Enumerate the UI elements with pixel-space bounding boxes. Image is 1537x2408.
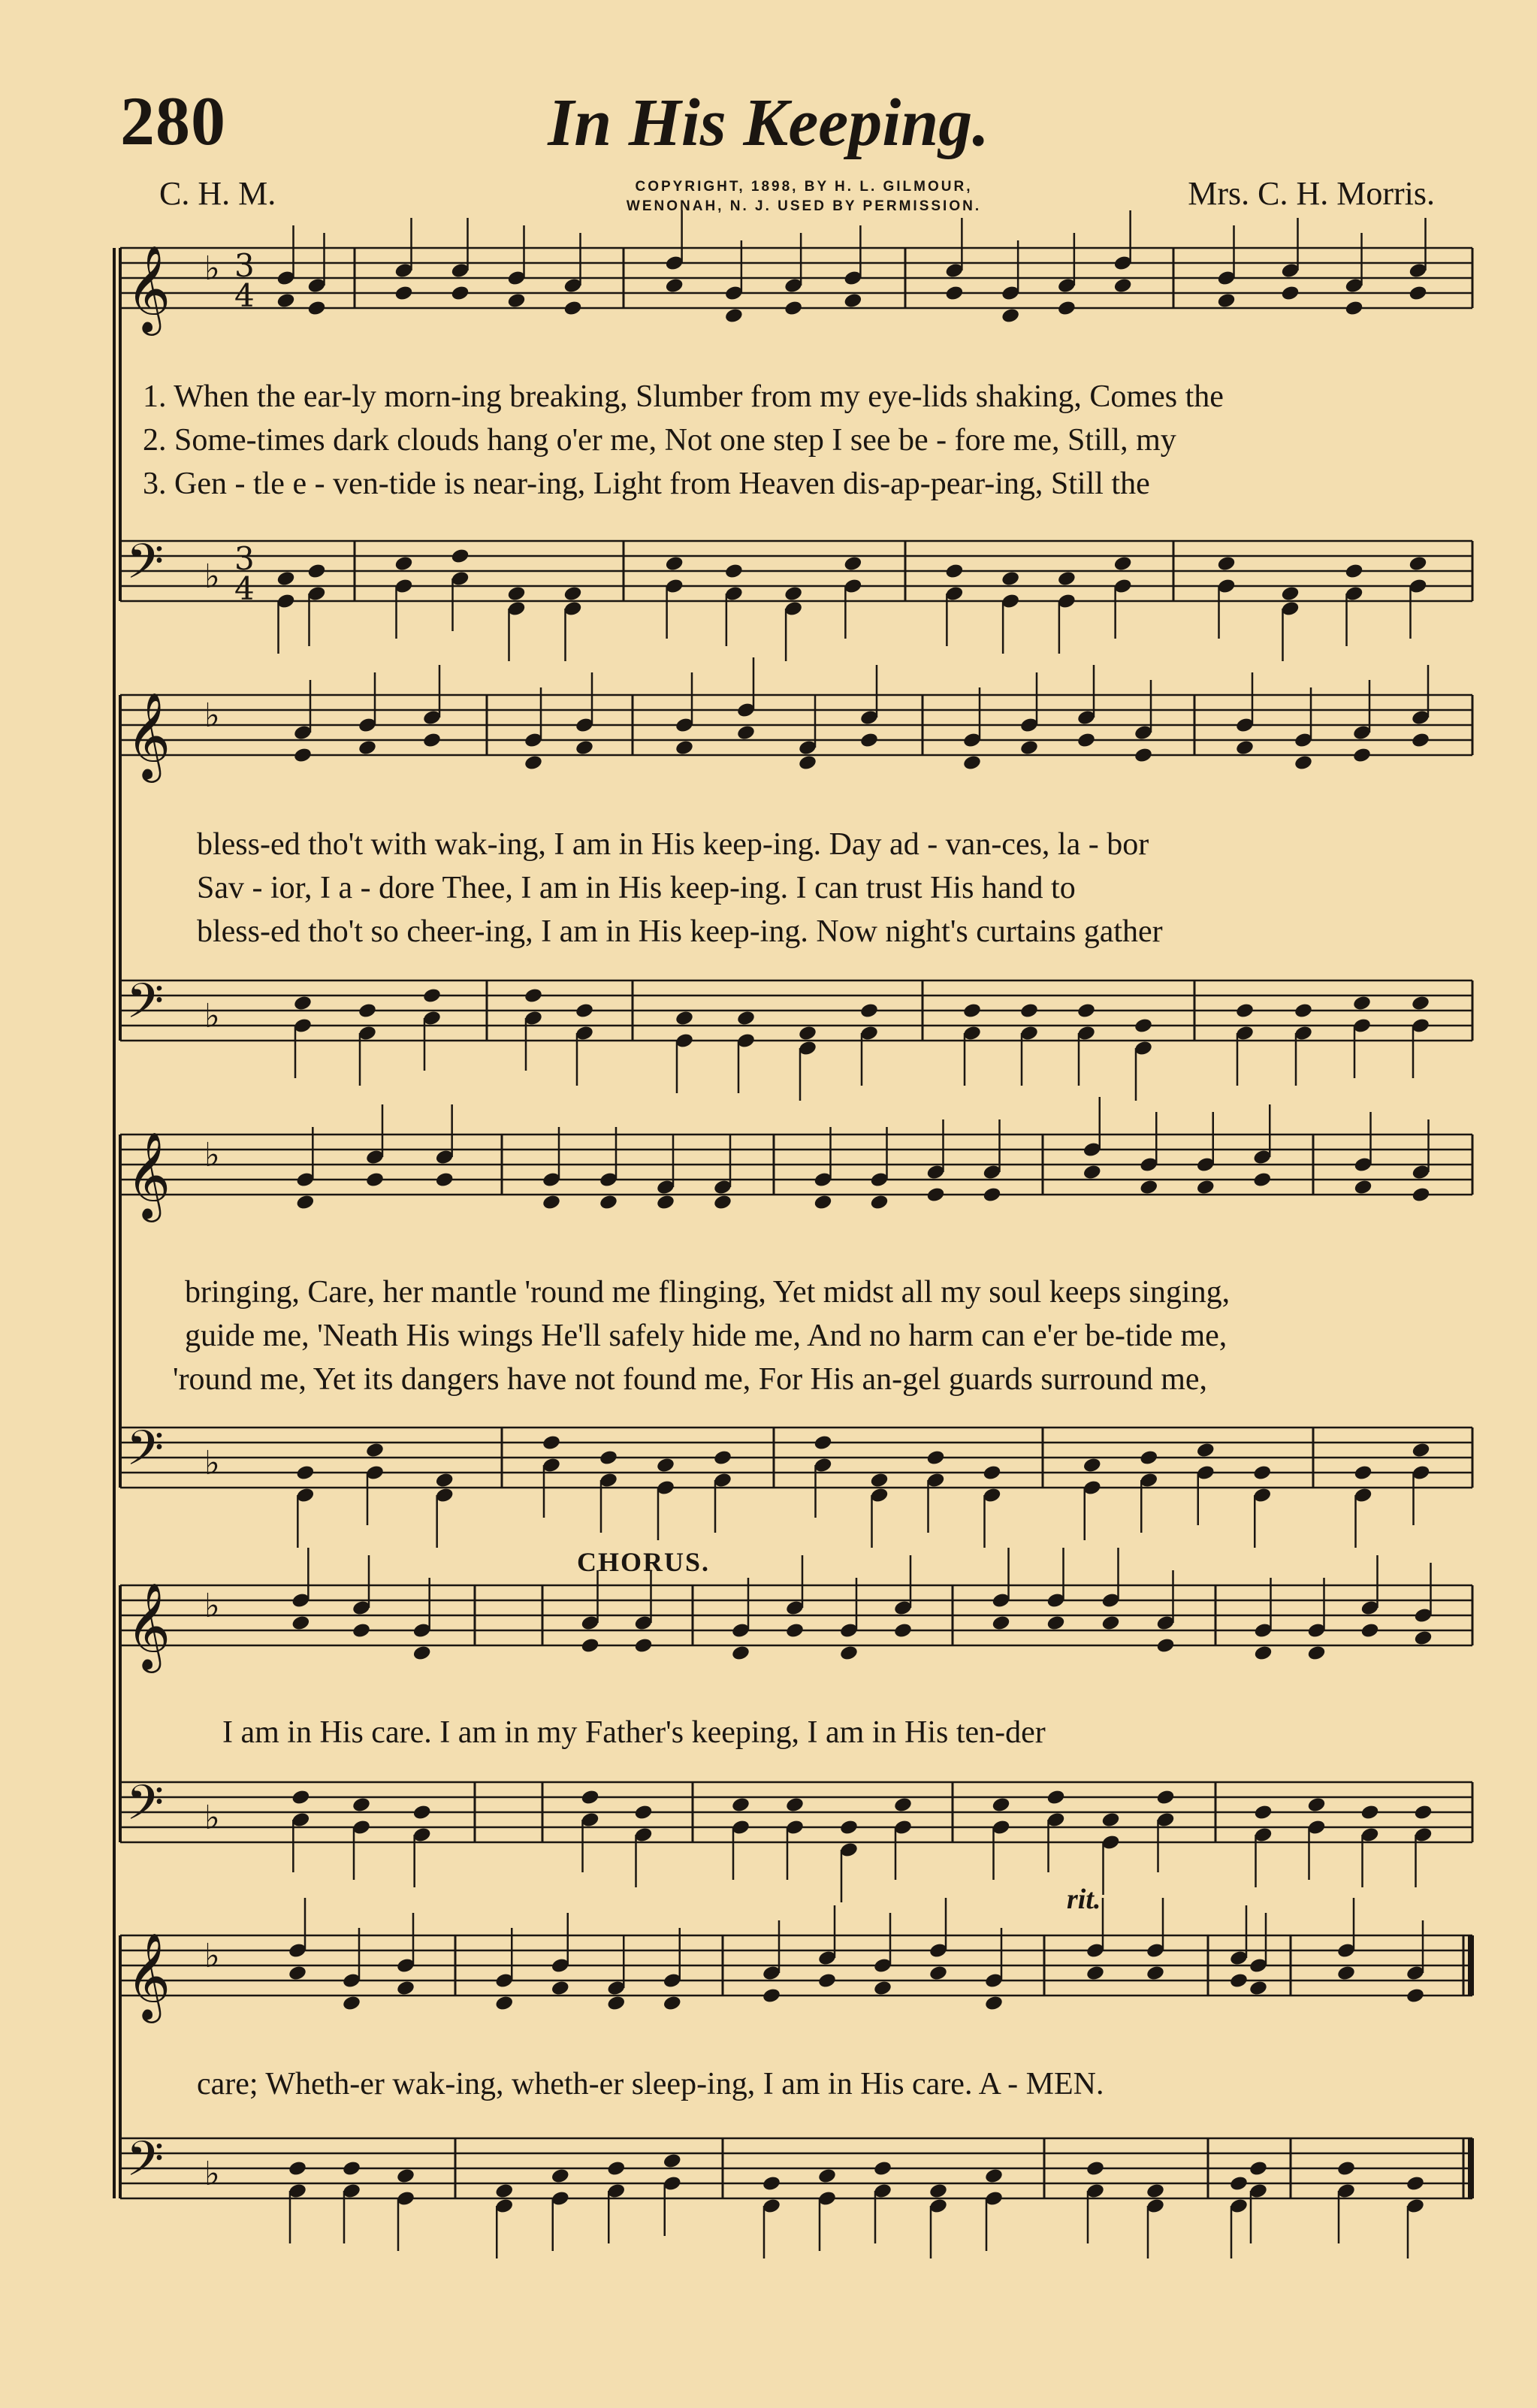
notehead [843,555,862,573]
notehead [288,1965,307,1982]
notehead [736,724,756,742]
notehead [1086,1965,1105,1982]
notehead [295,1194,315,1211]
flat-key-signature-icon: ♭ [204,1799,220,1837]
notehead [506,585,526,603]
notehead [1353,1464,1372,1482]
notehead [342,2160,361,2177]
notehead [1229,2175,1249,2192]
notehead [1229,1972,1249,1990]
flat-key-signature-icon: ♭ [204,557,220,596]
notehead [422,732,442,749]
time-signature-bottom: 4 [234,277,255,314]
flat-key-signature-icon: ♭ [204,2155,220,2193]
notehead [524,754,543,772]
notehead [575,1002,594,1020]
notehead [542,1434,561,1452]
notehead [859,1002,879,1020]
notehead [675,739,694,757]
notehead [893,1622,913,1639]
notehead [450,548,470,565]
notehead [1249,1980,1268,1997]
hymn-number: 280 [120,83,226,159]
notehead [962,754,982,772]
notehead [984,1995,1004,2012]
notehead [1252,1464,1272,1482]
notehead [306,563,326,580]
flat-key-signature-icon: ♭ [204,1937,220,1975]
notehead [450,285,470,302]
flat-key-signature-icon: ♭ [204,696,220,735]
hymn-title: In His Keeping. [548,86,989,160]
notehead [984,2168,1004,2185]
treble-clef-icon: 𝄞 [126,1582,171,1669]
notehead [288,2160,307,2177]
notehead [394,285,413,302]
notehead [1019,1002,1039,1020]
flat-key-signature-icon: ♭ [204,1136,220,1174]
notehead [991,1796,1010,1814]
notehead [859,732,879,749]
notehead [665,555,684,573]
notehead [1134,1017,1153,1035]
lyric-verse-2-line-1: 2. Some-times dark clouds hang o'er me, Not one step I see be - fore me, Still, my [143,423,1176,458]
notehead [1411,1442,1430,1459]
notehead [1253,1645,1273,1662]
notehead [394,555,413,573]
lyric-verse-3-line-2: bless-ed tho't so cheer-ing, I am in His keep-ing. Now night's curtains gather [197,914,1163,949]
final-barline-thick [1468,2138,1474,2198]
notehead [736,1010,756,1027]
lyricist-credit: C. H. M. [159,175,276,212]
notehead [663,2153,682,2170]
notehead [1146,2183,1165,2200]
flat-key-signature-icon: ♭ [204,249,220,288]
notehead [869,1194,889,1211]
notehead [817,2168,837,2185]
notehead [784,585,803,603]
notehead [1253,1804,1273,1821]
notehead [1083,1164,1102,1181]
chorus-label: CHORUS. [577,1547,711,1577]
notehead [551,1980,570,1997]
notehead [1306,1796,1326,1814]
notehead [1353,1179,1372,1196]
notehead [1019,739,1039,757]
notehead [580,1789,599,1806]
notehead [762,1987,781,2005]
notehead [563,585,582,603]
notehead [869,1472,889,1489]
notehead [1336,2160,1356,2177]
notehead [1352,995,1372,1012]
notehead [1408,555,1427,573]
notehead [1235,1002,1255,1020]
notehead [1196,1442,1215,1459]
notehead [944,563,964,580]
notehead [798,754,817,772]
notehead [1294,1002,1313,1020]
flat-key-signature-icon: ♭ [204,997,220,1035]
notehead [1280,585,1300,603]
notehead [422,987,442,1005]
notehead [839,1819,859,1836]
notehead [1360,1622,1379,1639]
bass-clef-icon: 𝄢 [126,1775,165,1843]
notehead [713,1449,732,1467]
notehead [1344,563,1363,580]
bass-clef-icon: 𝄢 [126,534,165,602]
notehead [276,292,295,310]
notehead [1134,747,1153,764]
notehead [1413,1630,1433,1647]
notehead [633,1804,653,1821]
notehead [1057,570,1077,588]
notehead [365,1171,385,1189]
bass-clef-icon: 𝄢 [126,1421,165,1488]
notehead [784,300,803,317]
notehead [276,570,295,588]
notehead [1413,1804,1433,1821]
notehead [1411,995,1430,1012]
notehead [1057,300,1077,317]
notehead [352,1622,371,1639]
notehead [606,2160,626,2177]
notehead [524,987,543,1005]
notehead [306,300,326,317]
treble-clef-icon: 𝄞 [126,244,171,332]
notehead [1306,1645,1326,1662]
notehead [291,1789,310,1806]
time-signature-top: 3 [234,540,255,577]
notehead [656,1194,675,1211]
notehead [1411,1186,1430,1204]
notehead [551,2168,570,2185]
notehead [291,1615,310,1632]
notehead [435,1472,454,1489]
notehead [1294,754,1313,772]
flat-key-signature-icon: ♭ [204,1587,220,1625]
notehead [1101,1811,1120,1829]
final-barline-thick [1468,1935,1474,1996]
notehead [396,2168,415,2185]
notehead [813,1194,832,1211]
notehead [1077,1002,1096,1020]
notehead [1252,1171,1272,1189]
notehead [295,1464,315,1482]
notehead [606,1995,626,2012]
notehead [1336,1965,1356,1982]
notehead [843,292,862,310]
notehead [665,277,684,295]
lyric-verse-1-line-1: 1. When the ear-ly morn-ing breaking, Slumber from my eye-lids shaking, Comes the [143,379,1224,414]
notehead [1216,555,1236,573]
copyright-line-1: COPYRIGHT, 1898, BY H. L. GILMOUR, [635,179,973,195]
notehead [342,1995,361,2012]
notehead [1086,2160,1105,2177]
notehead [1113,277,1133,295]
flat-key-signature-icon: ♭ [204,1444,220,1482]
notehead [396,1980,415,1997]
bass-clef-icon: 𝄢 [126,2132,165,2199]
notehead [798,1025,817,1042]
notehead [1146,1965,1165,1982]
notehead [656,1457,675,1474]
notehead [575,739,594,757]
notehead [817,1972,837,1990]
notehead [962,1002,982,1020]
notehead [929,2183,948,2200]
notehead [731,1645,750,1662]
notehead [435,1171,454,1189]
notehead [1406,2175,1425,2192]
notehead [1216,292,1236,310]
notehead [412,1804,432,1821]
notehead [633,1637,653,1654]
treble-clef-icon: 𝄞 [126,1932,171,2020]
lyric-chorus-line-1: I am in His care. I am in my Father's keeping, I am in His ten-der [222,1715,1046,1750]
notehead [724,307,744,325]
notehead [893,1796,913,1814]
notehead [412,1645,432,1662]
notehead [675,1010,694,1027]
notehead [506,292,526,310]
notehead [1077,732,1096,749]
notehead [982,1464,1001,1482]
notehead [599,1194,618,1211]
notehead [494,2183,514,2200]
notehead [926,1186,945,1204]
notehead [293,747,313,764]
treble-clef-icon: 𝄞 [126,691,171,779]
notehead [926,1449,945,1467]
ritardando-marking: rit. [1067,1884,1101,1915]
notehead [1083,1457,1102,1474]
notehead [731,1796,750,1814]
notehead [352,1796,371,1814]
notehead [542,1194,561,1211]
notehead [1280,285,1300,302]
treble-clef-icon: 𝄞 [126,1131,171,1219]
notehead [1001,307,1020,325]
lyric-verse-2-line-2: Sav - ior, I a - dore Thee, I am in His keep-ing. I can trust His hand to [197,871,1076,905]
notehead [663,1995,682,2012]
notehead [1139,1179,1158,1196]
notehead [785,1622,805,1639]
notehead [580,1637,599,1654]
lyric-verse-2-line-3: guide me, 'Neath His wings He'll safely hide me, And no harm can e'er be-tide me, [185,1319,1227,1353]
notehead [785,1796,805,1814]
notehead [944,285,964,302]
notehead [929,1965,948,1982]
time-signature-bottom: 4 [234,570,255,607]
notehead [724,563,744,580]
notehead [494,1995,514,2012]
notehead [1196,1179,1215,1196]
notehead [873,1980,892,1997]
notehead [365,1442,385,1459]
notehead [358,1002,377,1020]
time-signature-top: 3 [234,247,255,284]
lyric-chorus-line-2: care; Wheth-er wak-ing, wheth-er sleep-ing, I am in His care. A - MEN. [197,2067,1104,2101]
notehead [762,2175,781,2192]
notehead [1235,739,1255,757]
notehead [982,1186,1001,1204]
copyright-line-2: WENONAH, N. J. USED BY PERMISSION. [626,198,982,214]
notehead [813,1434,832,1452]
lyric-verse-1-line-3: bringing, Care, her mantle 'round me flinging, Yet midst all my soul keeps singing, [185,1275,1231,1310]
notehead [873,2160,892,2177]
notehead [1406,1987,1425,2005]
notehead [1101,1615,1120,1632]
lyric-verse-1-line-2: bless-ed tho't with wak-ing, I am in His keep-ing. Day ad - van-ces, la - bor [197,827,1149,862]
notehead [1344,300,1363,317]
notehead [991,1615,1010,1632]
notehead [1155,1789,1175,1806]
notehead [1411,732,1430,749]
notehead [1360,1804,1379,1821]
notehead [1249,2160,1268,2177]
notehead [1139,1449,1158,1467]
notehead [1001,570,1020,588]
notehead [563,300,582,317]
notehead [1352,747,1372,764]
lyric-verse-3-line-3: 'round me, Yet its dangers have not found me, For His an-gel guards surround me, [173,1362,1208,1397]
notehead [599,1449,618,1467]
notehead [839,1645,859,1662]
notehead [293,995,313,1012]
notehead [1408,285,1427,302]
notehead [358,739,377,757]
notehead [1046,1615,1065,1632]
lyric-verse-3-line-1: 3. Gen - tle e - ven-tide is near-ing, Light from Heaven dis-ap-pear-ing, Still the [143,467,1150,501]
composer-credit: Mrs. C. H. Morris. [1188,175,1435,212]
notehead [1113,555,1133,573]
bass-clef-icon: 𝄢 [126,974,165,1041]
notehead [1155,1637,1175,1654]
notehead [1046,1789,1065,1806]
notehead [713,1194,732,1211]
